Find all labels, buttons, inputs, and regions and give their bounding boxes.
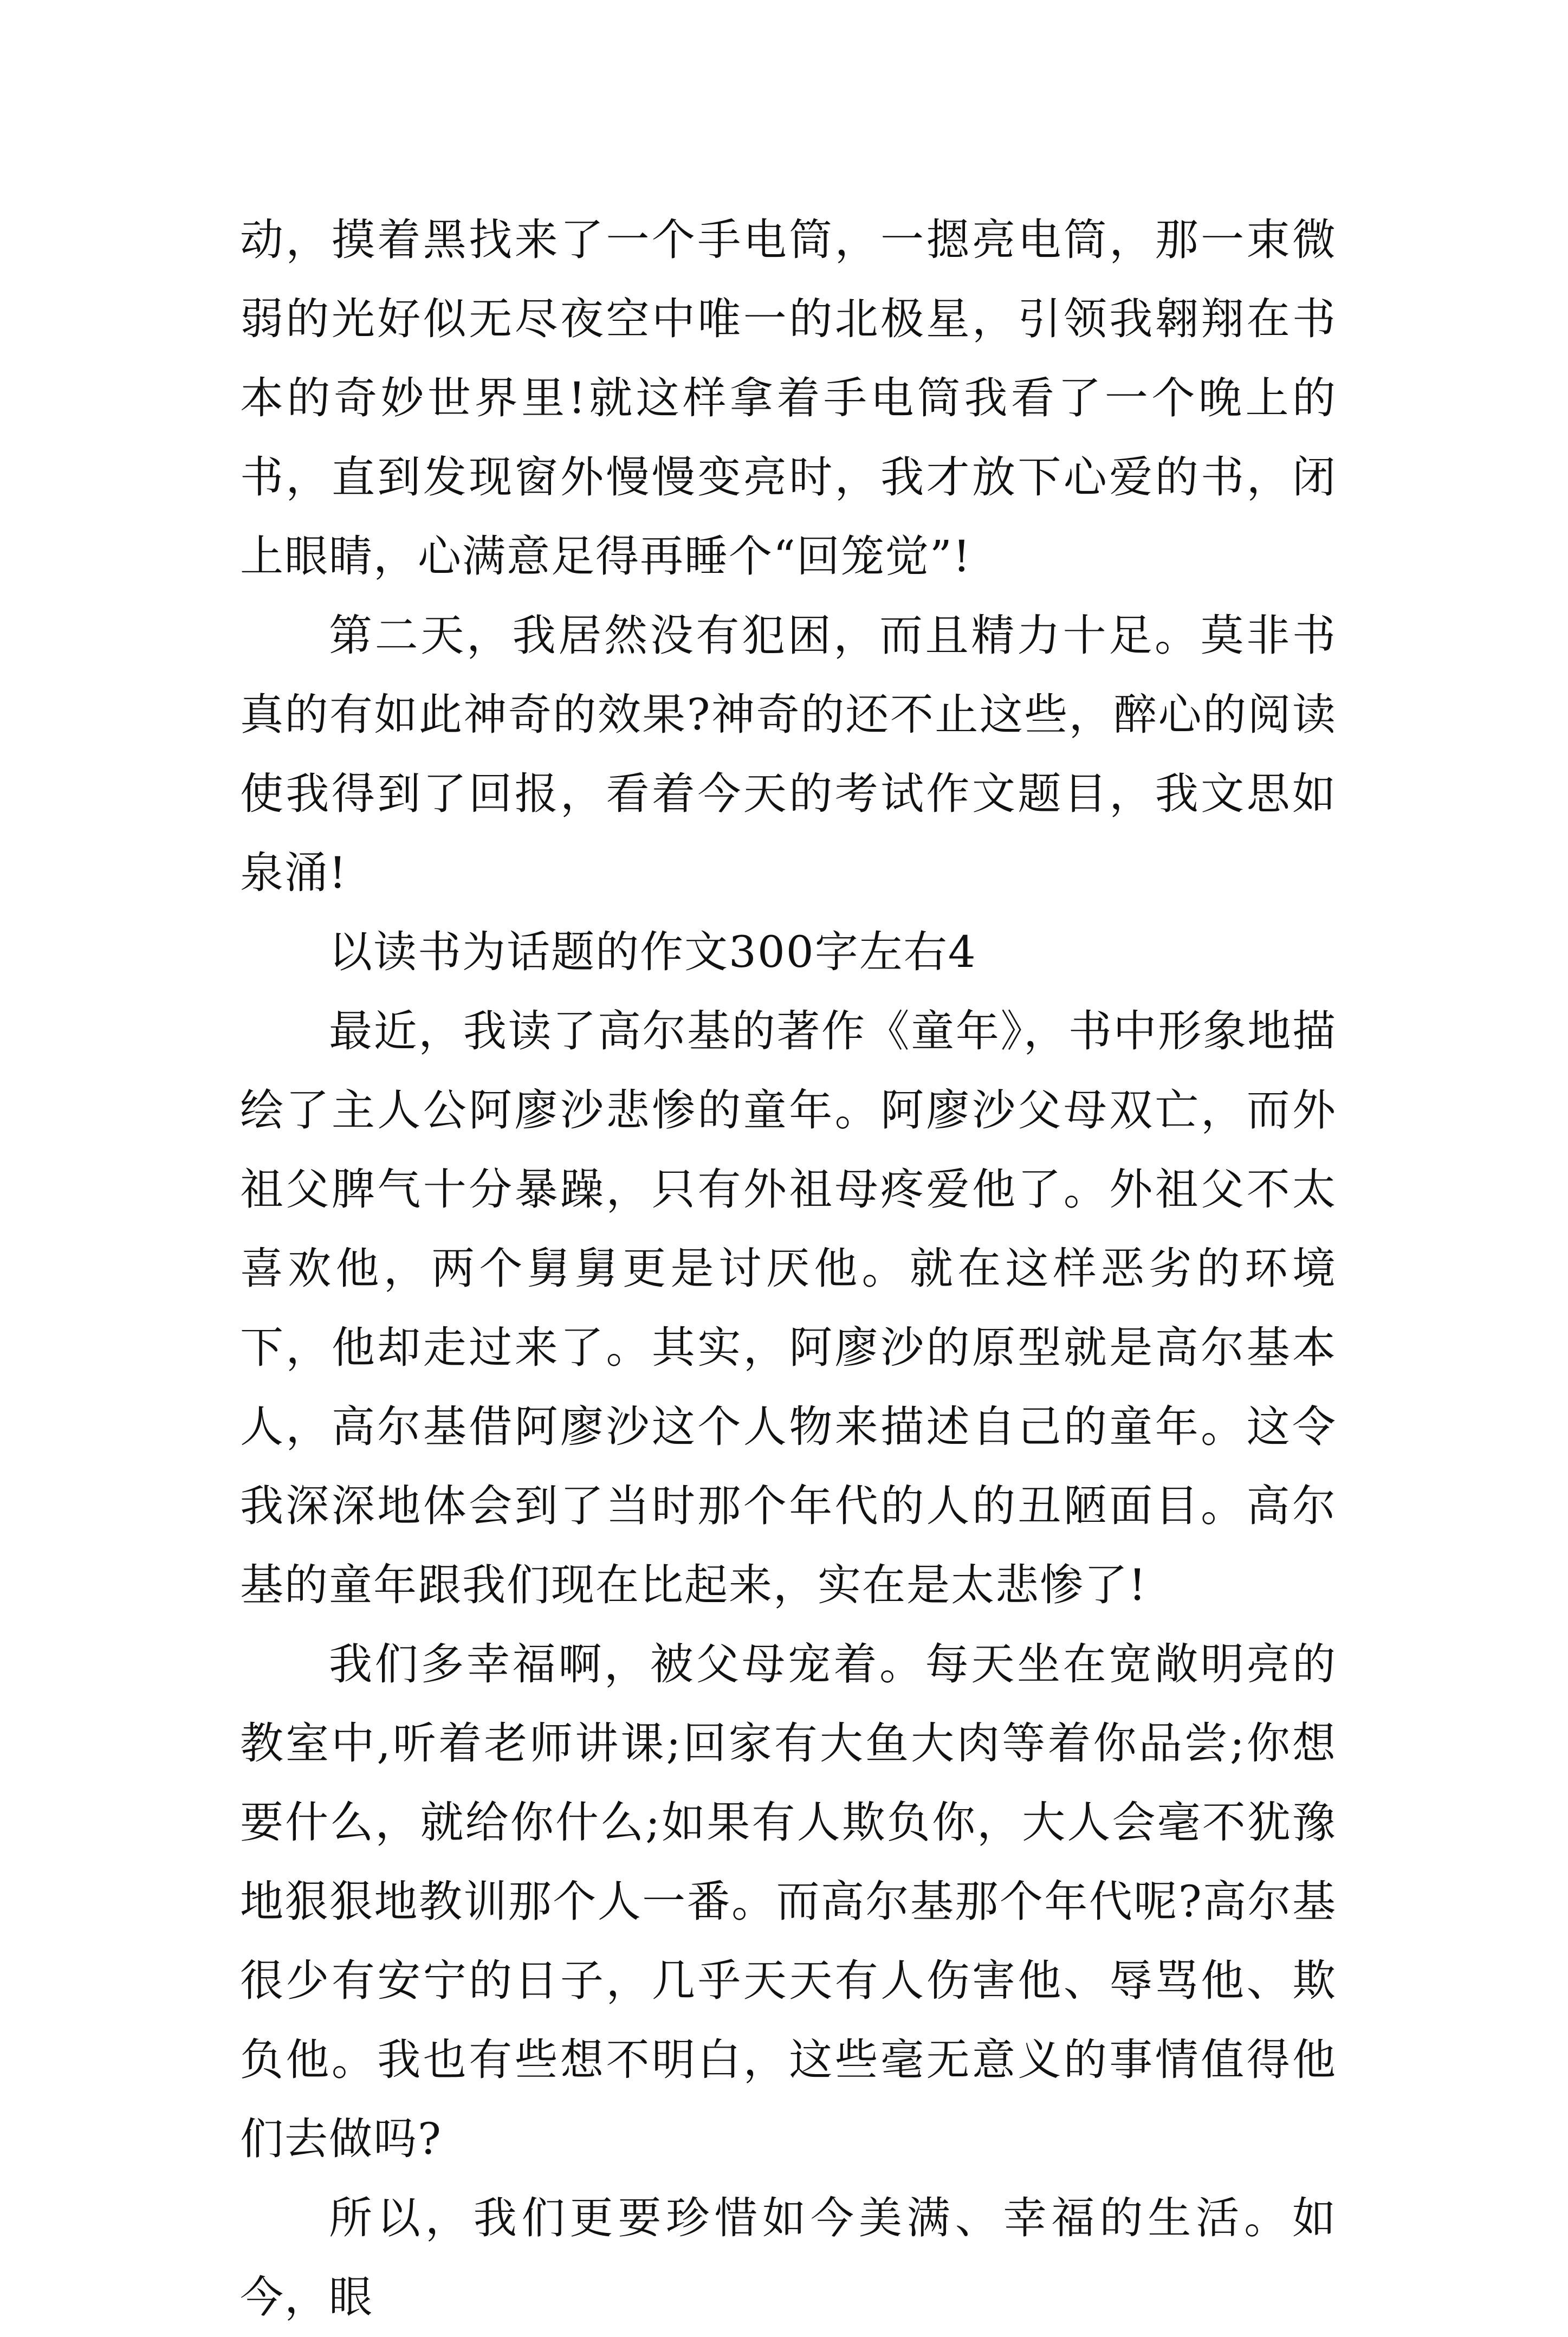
paragraph: 我们多幸福啊，被父母宠着。每天坐在宽敞明亮的教室中,听着老师讲课;回家有大鱼大肉等着你品尝;你想要什么，就给你什么;如果有人欺负你，大人会毫不犹豫地狠狠地教训那个人一番。而高尔基那个年代呢?高尔基很少有安宁的日子，几乎天天有人伤害他、辱骂他、欺负他。我也有些想不明白，这些毫无意义的事情值得他们去做吗? <box>240 1639 1337 2164</box>
document-body <box>240 201 1337 2337</box>
paragraph-continuation: 动，摸着黑找来了一个手电筒，一摁亮电筒，那一束微弱的光好似无尽夜空中唯一的北极星，引领我翱翔在书本的奇妙世界里!就这样拿着手电筒我看了一个晚上的书，直到发现窗外慢慢变亮时，我才放下心爱的书，闭上眼睛，心满意足得再睡个“回笼觉”! <box>240 215 1337 582</box>
paragraph: 所以，我们更要珍惜如今美满、幸福的生活。如今，眼 <box>240 2193 1337 2322</box>
paragraph: 第二天，我居然没有犯困，而且精力十足。莫非书真的有如此神奇的效果?神奇的还不止这些，醉心的阅读使我得到了回报，看着今天的考试作文题目，我文思如泉涌! <box>240 610 1337 898</box>
paragraph: 最近，我读了高尔基的著作《童年》，书中形象地描绘了主人公阿廖沙悲惨的童年。阿廖沙父母双亡，而外祖父脾气十分暴躁，只有外祖母疼爱他了。外祖父不太喜欢他，两个舅舅更是讨厌他。就在这样恶劣的环境下，他却走过来了。其实，阿廖沙的原型就是高尔基本人，高尔基借阿廖沙这个人物来描述自己的童年。这令我深深地体会到了当时那个年代的人的丑陋面目。高尔基的童年跟我们现在比起来，实在是太悲惨了! <box>240 1006 1337 1610</box>
section-heading: 以读书为话题的作文300字左右4 <box>329 927 977 977</box>
